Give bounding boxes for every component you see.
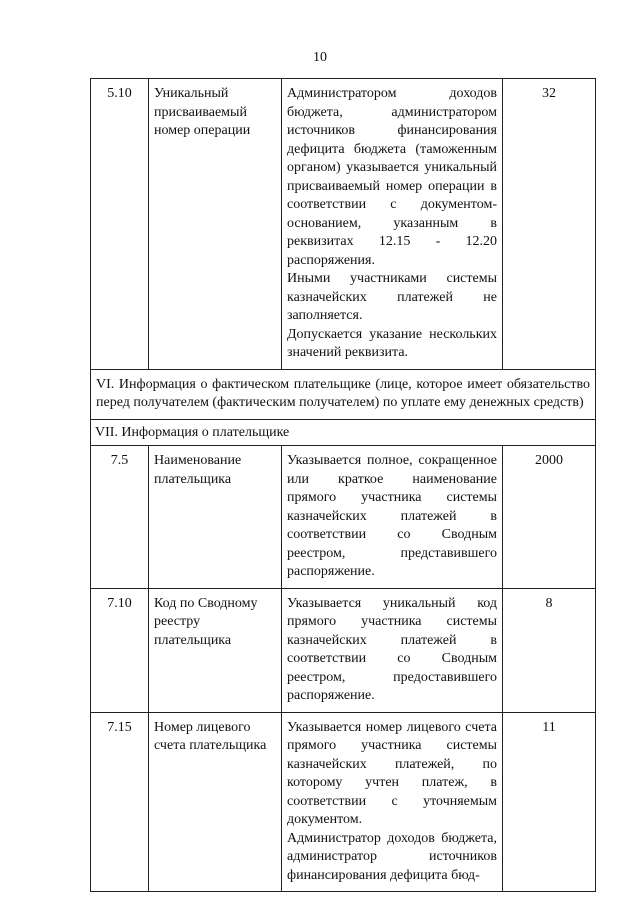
page-number: 10 [313,50,327,65]
requisite-description [282,79,503,370]
table-row [91,446,596,589]
description-paragraph: Иными участниками системы казначейских платежей не заполняется. [287,271,497,323]
section-row [91,369,596,419]
requisite-description [282,588,503,712]
requisite-code: 2000 [503,446,596,589]
row-number: 7.10 [91,588,149,712]
section-heading-vi: VI. Информация о фактическом плательщике (лице, которое имеет обязательство перед получателем (фактическим получателем) по уплате ему денежных средств) [91,369,596,419]
section-heading-vii: VII. Информация о плательщике [91,419,596,446]
requisite-name: Код по Сводному реестру плательщика [149,588,282,712]
requisite-name: Уникальный присваиваемый номер операции [149,79,282,370]
description-paragraph: Допускается указание нескольких значений реквизита. [287,326,497,360]
requisite-description [282,446,503,589]
requisite-code: 11 [503,712,596,892]
row-number: 5.10 [91,79,149,370]
requisites-table [90,78,596,892]
row-number: 7.5 [91,446,149,589]
description-paragraph: Администратор доходов бюджета, администратор источников финансирования дефицита бюд- [287,830,497,883]
requisite-name: Наименование плательщика [149,446,282,589]
description-paragraph: Администратором доходов бюджета, администратором источников финансирования дефицита бюджета (таможенным органом) указывается уникальный присваиваемый номер операции в соответствии с документом-основанием, указанным в реквизитах 12.15 - 12.20 распоряжения. [287,86,497,268]
description-paragraph: Указывается номер лицевого счета прямого участника системы казначейских платежей, по которому учтен платеж, в соответствии с уточняемым документом. [287,719,497,827]
requisite-description [282,712,503,892]
description-paragraph: Указывается уникальный код прямого участника системы казначейских платежей в соответствии со Сводным реестром, предоставившего распоряжение. [287,595,497,703]
description-paragraph: Указывается полное, сокращенное или краткое наименование прямого участника системы казначейских платежей в соответствии со Сводным реестром, представившего распоряжение. [287,453,497,579]
requisite-code: 32 [503,79,596,370]
row-number: 7.15 [91,712,149,892]
table-row [91,712,596,892]
requisite-code: 8 [503,588,596,712]
table-row [91,588,596,712]
requisite-name: Номер лицевого счета плательщика [149,712,282,892]
section-row [91,419,596,446]
table-row [91,79,596,370]
